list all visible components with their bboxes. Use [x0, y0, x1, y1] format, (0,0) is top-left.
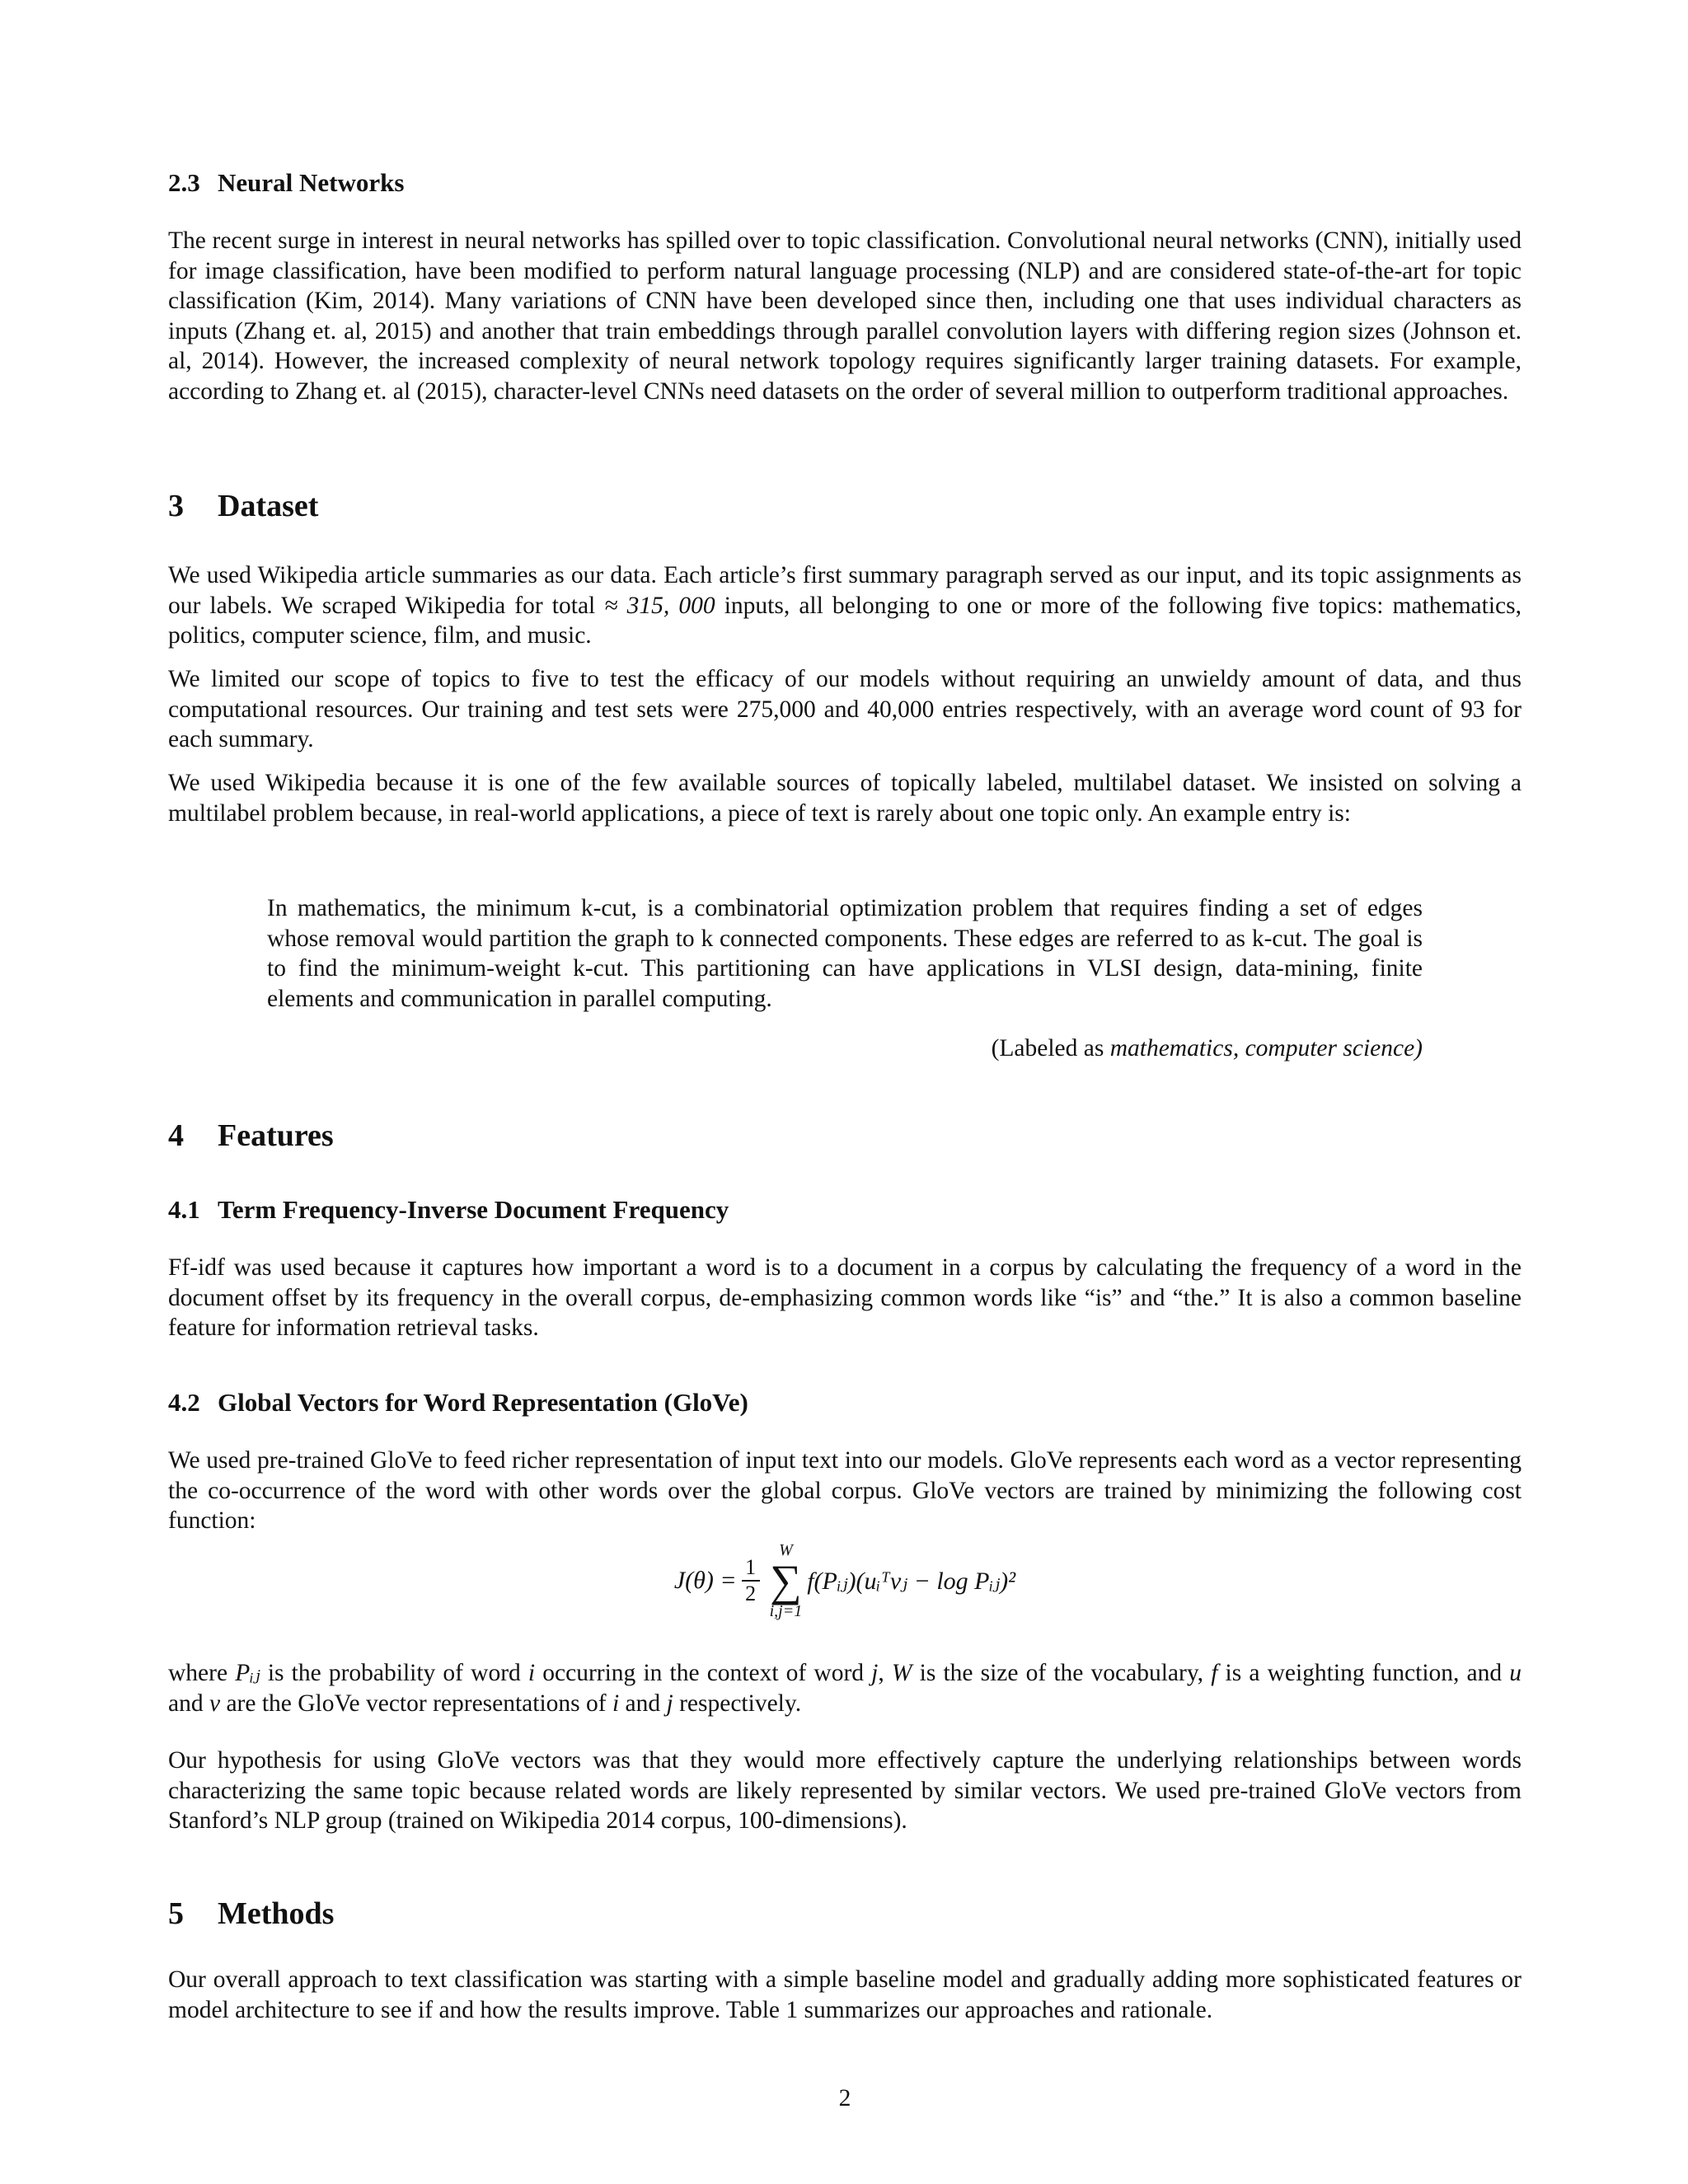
paragraph-glove-2 — [168, 1658, 1522, 1718]
heading-title: Methods — [218, 1896, 335, 1931]
heading-number: 4 — [168, 1118, 184, 1153]
heading-title: Dataset — [218, 489, 319, 523]
heading-title: Global Vectors for Word Representation (GloVe) — [218, 1388, 748, 1417]
paragraph-tfidf: Ff-idf was used because it captures how important a word is to a document in a corpus by calculating the frequency of a word in the document offset by its frequency in the overall corpus, de-emphasizing common words like “is” and “the.” It is also a common baseline feature for information retrieval tasks. — [168, 1254, 1522, 1341]
heading-2-3 — [168, 168, 404, 198]
equation-body: f(Pᵢⱼ)(uᵢᵀvⱼ − log Pᵢⱼ)² — [807, 1567, 1016, 1595]
text-fragment: where — [168, 1660, 236, 1686]
heading-number: 3 — [168, 489, 184, 523]
math-j: j — [666, 1690, 673, 1717]
heading-number: 4.1 — [168, 1195, 200, 1224]
text-fragment: respectively. — [673, 1690, 802, 1717]
heading-4-1 — [168, 1195, 729, 1225]
text-fragment: , — [878, 1660, 892, 1686]
math-v: v — [209, 1690, 221, 1717]
math-u: u — [1509, 1660, 1522, 1686]
example-entry-quote: In mathematics, the minimum k-cut, is a combinatorial optimization problem that requires finding a set of edges whose removal would partition the graph to k connected components. These edges are referred to as k-cut. The goal is to find the minimum-weight k-cut. This partitioning can have applications in VLSI design, data-mining, finite elements and communication in parallel computing. — [267, 895, 1423, 1012]
example-label — [992, 1035, 1423, 1062]
heading-number: 5 — [168, 1896, 184, 1931]
math-j: j — [871, 1660, 879, 1686]
sum-lower-limit: i,j=1 — [769, 1602, 803, 1620]
heading-number: 2.3 — [168, 168, 200, 197]
equation-lhs: J(θ) = — [673, 1567, 737, 1594]
text-fragment: We used Wikipedia article summaries as our data. Each article’s first summary paragraph served as our input, and its topic assignments as our labels. We scraped Wikipedia for total — [168, 562, 1522, 619]
fraction-numerator: 1 — [745, 1555, 757, 1579]
glove-cost-equation — [168, 1541, 1522, 1620]
heading-4-2 — [168, 1388, 748, 1418]
paragraph-glove-3: Our hypothesis for using GloVe vectors was that they would more effectively capture the underlying relationships between words characterizing the same topic because related words are likely represented by similar vectors. We used pre-trained GloVe vectors from Stanford’s NLP group (trained on Wikipedia 2014 corpus, 100-dimensions). — [168, 1747, 1522, 1834]
sum-upper-limit: W — [779, 1541, 793, 1559]
text-fragment: and — [619, 1690, 667, 1717]
paragraph-dataset-1 — [168, 560, 1522, 651]
paragraph-dataset-3: We used Wikipedia because it is one of the few available sources of topically labeled, multilabel dataset. We insisted on solving a multilabel problem because, in real-world applications, a piece of text is rarely about one topic only. An example entry is: — [168, 770, 1522, 827]
text-fragment: is the size of the vocabulary, — [912, 1660, 1212, 1686]
math-i: i — [528, 1660, 536, 1686]
text-fragment: inputs, all belonging to one or more of the following five topics: mathematics, politics, computer science, film, and music. — [168, 592, 1522, 649]
paragraph-dataset-2: We limited our scope of topics to five to test the efficacy of our models without requiring an unwieldy amount of data, and thus computational resources. Our training and test sets were 275,000 and 40,000 entries respectively, with an average word count of 93 for each summary. — [168, 666, 1522, 752]
paragraph-neural-networks: The recent surge in interest in neural networks has spilled over to topic classification. Convolutional neural networks (CNN), initially used for image classification, have been modified to perform natural language processing (NLP) and are considered state-of-the-art for topic classification (Kim, 2014). Many variations of CNN have been developed since then, including one that uses individual characters as inputs (Zhang et. al, 2015) and another that train embeddings through parallel convolution layers with differing region sizes (Johnson et. al, 2014). However, the increased complexity of neural network topology requires significantly larger training datasets. For example, according to Zhang et. al (2015), character-level CNNs need datasets on the order of several million to outperform traditional approaches. — [168, 227, 1522, 405]
paragraph-methods: Our overall approach to text classification was starting with a simple baseline model and gradually adding more sophisticated features or model architecture to see if and how the results improve. Table 1 summarizes our approaches and rationale. — [168, 1966, 1522, 2023]
text-fragment: occurring in the context of word — [535, 1660, 872, 1686]
heading-5 — [168, 1896, 334, 1932]
paragraph-glove-1: We used pre-trained GloVe to feed richer representation of input text into our models. GloVe represents each word as a vector representing the co-occurrence of the word with other words over the global corpus. GloVe vectors are trained by minimizing the following cost function: — [168, 1447, 1522, 1534]
text-fragment: is the probability of word — [260, 1660, 528, 1686]
text-fragment: is a weighting function, and — [1217, 1660, 1510, 1686]
math-f: f — [1211, 1660, 1218, 1686]
equation-fraction — [742, 1555, 760, 1606]
heading-number: 4.2 — [168, 1388, 200, 1417]
label-prefix: (Labeled as — [991, 1035, 1110, 1062]
math-i: i — [612, 1690, 620, 1717]
page-number: 2 — [838, 2085, 851, 2111]
heading-title: Features — [218, 1118, 334, 1153]
text-fragment: and — [168, 1690, 209, 1717]
heading-3 — [168, 488, 318, 524]
label-topics: mathematics, computer science) — [1109, 1035, 1423, 1062]
equation-sum: W ∑ i,j=1 — [769, 1541, 803, 1620]
text-fragment: are the GloVe vector representations of — [220, 1690, 612, 1717]
math-w: W — [891, 1660, 912, 1686]
heading-title: Term Frequency-Inverse Document Frequency — [218, 1195, 729, 1224]
heading-4 — [168, 1118, 334, 1154]
fraction-denominator: 2 — [745, 1582, 757, 1605]
heading-title: Neural Networks — [218, 168, 405, 197]
math-count: ≈ 315, 000 — [604, 592, 715, 619]
math-pij: Pᵢⱼ — [235, 1660, 260, 1686]
